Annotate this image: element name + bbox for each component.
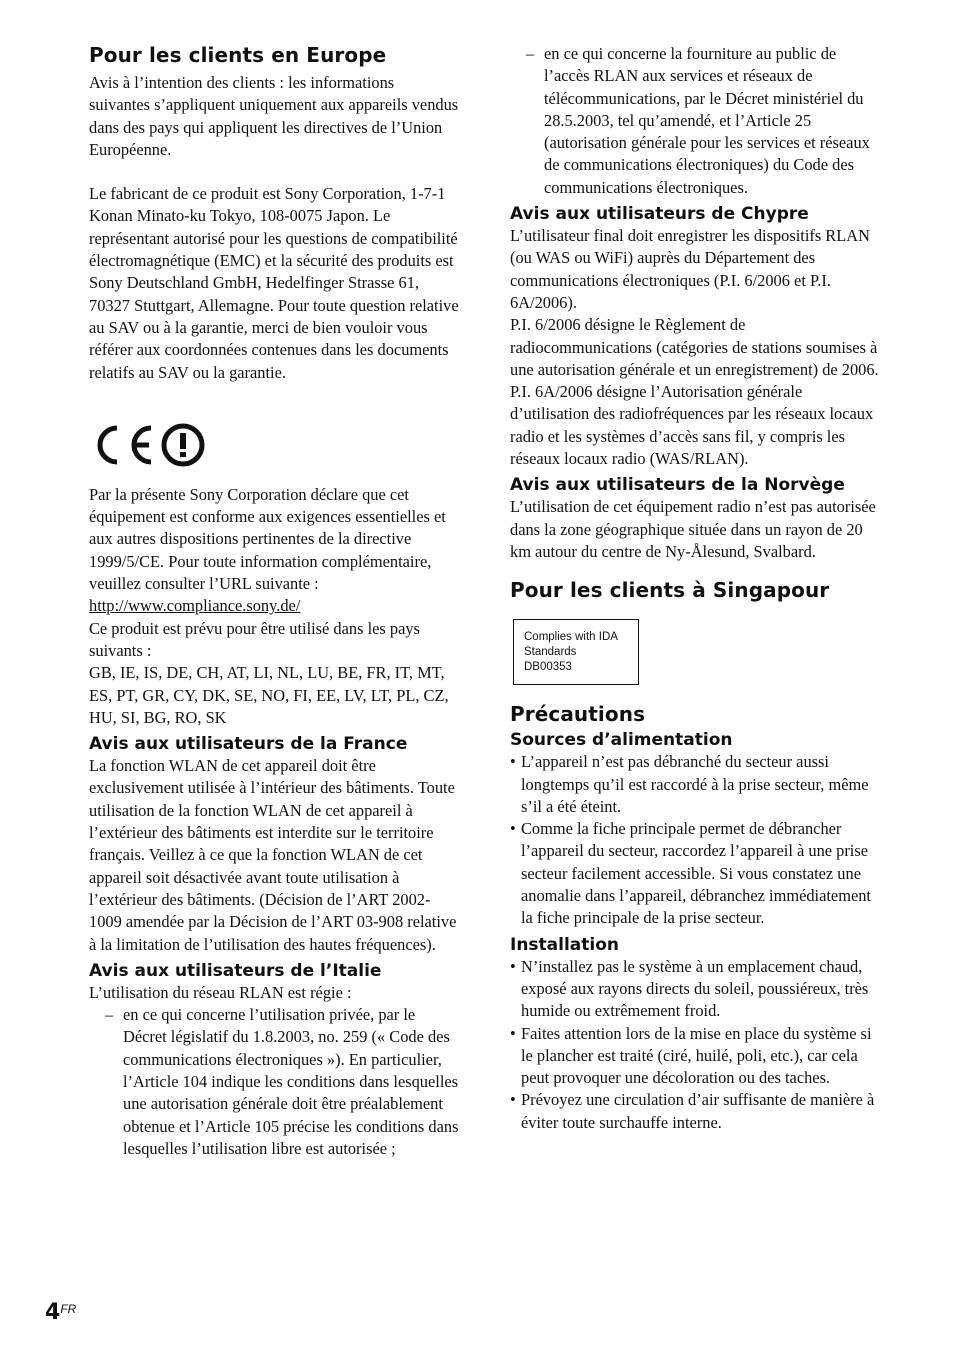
ida-line-2: Standards xyxy=(524,646,577,659)
countries-intro: Ce produit est prévu pour être utilisé dans les pays suivants : xyxy=(89,618,420,660)
heading-italie: Avis aux utilisateurs de l’Italie xyxy=(89,960,382,981)
chypre-text-2: P.I. 6/2006 désigne le Règlement de radiocommunications (catégories de stations soumises à une autorisation générale et un enregistrement) de 2006. P.I. 6A/2006 désigne l’Autorisation générale d’utilisation des radiofréquences par les réseaux locaux radio et les systèmes d’accès sans fil, y compris les réseaux locaux radio (WAS/RLAN). xyxy=(510,315,879,469)
europe-notice: Avis à l’intention des clients : les informations suivantes s’appliquent uniquement aux appareils vendus dans des pays qui appliquent les directives de l’Union Européenne. xyxy=(89,73,459,159)
left-column xyxy=(89,40,459,1160)
manufacturer-info: Le fabricant de ce produit est Sony Corporation, 1-7-1 Konan Minato-ku Tokyo, 108-0075 Japon. Le représentant autorisé pour les questions de compatibilité électromagnétique (EMC) et la sécurité des produits est Sony Deutschland GmbH, Hedelfinger Strasse 61, 70327 Stuttgart, Allemagne. Pour toute question relative au SAV ou à la garantie, merci de bien vouloir vous référer aux coordonnées contenues dans les documents relatifs au SAV ou la garantie. xyxy=(89,184,459,382)
page-lang: FR xyxy=(60,1302,77,1316)
right-column xyxy=(510,43,882,1134)
heading-sources: Sources d’alimentation xyxy=(510,730,733,751)
italie-dash-item-1: – en ce qui concerne l’utilisation privée, par le Décret législatif du 1.8.2003, no. 259 (« Code des communications électroniques »). En particulier, l’Article 104 indique les conditions dans lesquelles une autorisation générale doit être préalablement obtenue et l’Article 105 précise les conditions dans lesquelles l’utilisation libre est autorisée ; xyxy=(89,1004,459,1160)
declaration-text: Par la présente Sony Corporation déclare que cet équipement est conforme aux exigences essentielles et aux autres dispositions pertinentes de la directive 1999/5/CE. Pour toute information complémentaire, veuillez consulter l’URL suivante : http://www.compliance.sony.de/ xyxy=(89,484,446,616)
ida-compliance-label xyxy=(513,619,639,685)
ce-mark xyxy=(89,406,459,484)
installation-item: • Faites attention lors de la mise en place du système si le plancher est traité (ciré, huilé, poli, etc.), car cela peut provoquer une décoloration ou des taches. xyxy=(510,1023,882,1090)
heading-installation: Installation xyxy=(510,934,620,955)
compliance-link[interactable]: http://www.compliance.sony.de/ xyxy=(89,596,301,616)
heading-chypre: Avis aux utilisateurs de Chypre xyxy=(510,204,809,225)
italie-list-continued xyxy=(510,43,882,199)
italie-intro: L’utilisation du réseau RLAN est régie : xyxy=(89,982,352,1002)
heading-norvege: Avis aux utilisateurs de la Norvège xyxy=(510,475,845,496)
ida-line-3: DB00353 xyxy=(524,661,572,674)
heading-france: Avis aux utilisateurs de la France xyxy=(89,734,408,755)
france-text: La fonction WLAN de cet appareil doit être exclusivement utilisée à l’intérieur des bâtiments. Toute utilisation de la fonction WLAN de cet appareil à l’extérieur des bâtiments est interdite sur le territoire français. Veillez à ce que la fonction WLAN de cet appareil soit désactivée avant toute utilisation à l’extérieur des bâtiments. (Décision de l’ART 2002-1009 amendée par la Décision de l’ART 03-908 relative à la limitation de l’utilisation des hautes fréquences). xyxy=(89,756,457,954)
chypre-text-1: L’utilisateur final doit enregistrer les dispositifs RLAN (ou WAS ou WiFi) auprès du Département des communications électroniques (P.I. 6/2006 et P.I. 6A/2006). xyxy=(510,226,870,312)
heading-singapour: Pour les clients à Singapour xyxy=(510,578,830,603)
italie-dash-item-2: – en ce qui concerne la fourniture au public de l’accès RLAN aux services et réseaux de télécommunications, par le Décret ministériel du 28.5.2003, tel qu’amendé, et l’Article 25 (autorisation générale pour les services et réseaux de communications électroniques) du Code des communications électroniques. xyxy=(510,43,882,199)
ida-line-1: Complies with IDA xyxy=(524,631,618,644)
norvege-text: L’utilisation de cet équipement radio n’est pas autorisée dans la zone géographique située dans un rayon de 20 km autour du centre de Ny-Ålesund, Svalbard. xyxy=(510,497,876,561)
installation-item: • Prévoyez une circulation d’air suffisante de manière à éviter toute surchauffe interne. xyxy=(510,1089,882,1134)
heading-europe: Pour les clients en Europe xyxy=(89,43,387,67)
sources-item: • Comme la fiche principale permet de débrancher l’appareil du secteur, raccordez l’appareil à une prise secteur facilement accessible. Si vous constatez une anomalie dans l’appareil, débranchez immédiatement la fiche principale de la prise secteur. xyxy=(510,818,882,929)
heading-precautions: Précautions xyxy=(510,702,646,727)
countries-list: GB, IE, IS, DE, CH, AT, LI, NL, LU, BE, FR, IT, MT, ES, PT, GR, CY, DK, SE, NO, FI, EE, LV, LT, PL, CZ, HU, SI, BG, RO, SK xyxy=(89,663,449,727)
sources-item: • L’appareil n’est pas débranché du secteur aussi longtemps qu’il est raccordé à la prise secteur, même s’il a été éteint. xyxy=(510,751,882,818)
italie-list xyxy=(89,1004,459,1160)
page-number: $4^{FR}$ xyxy=(45,1300,77,1325)
installation-list xyxy=(510,956,882,1134)
installation-item: • N’installez pas le système à un emplacement chaud, exposé aux rayons directs du soleil, poussiéreux, très humide ou extrêmement froid. xyxy=(510,956,882,1023)
ce-alert-icon xyxy=(89,420,209,470)
sources-list xyxy=(510,751,882,929)
